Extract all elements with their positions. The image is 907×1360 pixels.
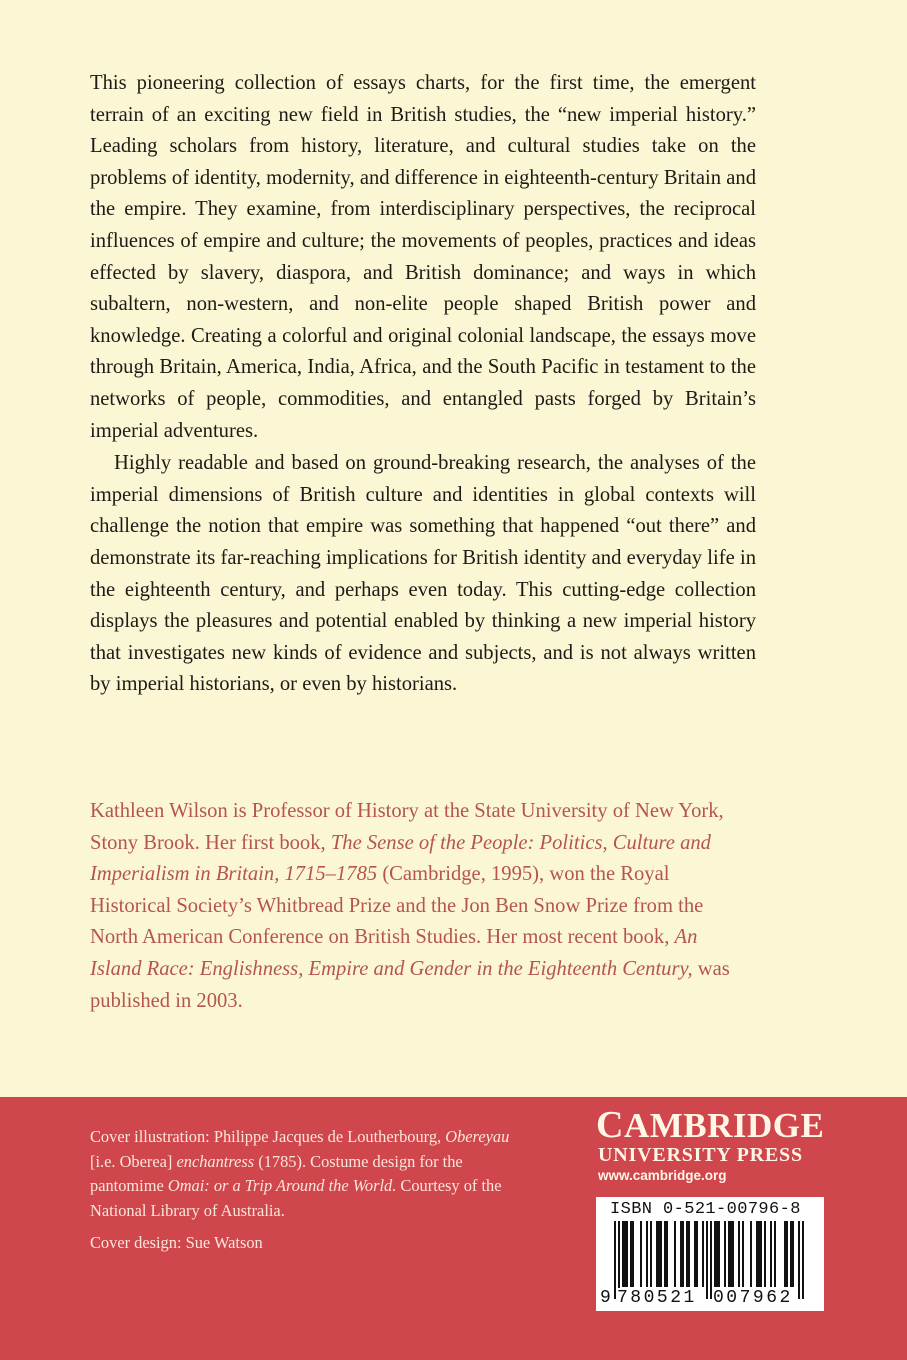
barcode-bar [702,1221,704,1287]
barcode-bar [728,1221,730,1287]
artwork-title: Obereyau [445,1127,510,1146]
isbn-barcode [596,1197,824,1311]
footer-band [0,1097,907,1360]
description-paragraph-2: Highly readable and based on ground-breaking research, the analyses of the imperial dimensions of British culture and identities in global contexts will challenge the notion that empire was something that happened “out there” and demonstrate its far-reaching implications for British identity and everyday life in the eighteenth century, and perhaps even today. This cutting-edge collection displays the pleasures and potential enabled by thinking a new imperial history that investigates new kinds of evidence and subjects, and is not always written by imperial historians, or even by historians. [90,452,756,696]
ean-right-digits: 007962 [713,1288,793,1308]
barcode-bar [660,1221,662,1287]
bio-first-book-details: (Cambridge, 1995), won the Royal Historical Society’s Whitbread Prize and the Jon Ben Snow Prize from the North American Conference on British Studies. Her most recent book, [90,863,704,949]
pantomime-title: Omai: or a Trip Around the World. [167,1176,397,1195]
barcode-bar [658,1221,660,1287]
barcode-bar [646,1221,648,1287]
barcode-bar [640,1221,642,1287]
bio-closing: was published in 2003. [90,957,730,1012]
barcode-bar [718,1221,720,1287]
ean-left-digits: 780521 [617,1288,697,1308]
barcode-bar [682,1221,684,1287]
publisher-name [596,1104,828,1146]
artwork-year-description: (1785). Costume design for the pantomime [90,1151,463,1195]
ean-first-digit: 9 [600,1288,611,1308]
barcode-bar [786,1221,788,1287]
barcode-bar [650,1221,652,1287]
barcode-bar [694,1221,696,1287]
barcode-bar [724,1221,726,1287]
courtesy-line: Courtesy of the National Library of Australia. [90,1176,502,1220]
ean-digits [596,1288,824,1310]
barcode-bar [756,1221,758,1287]
cover-design-credit: Cover design: Sue Watson [90,1233,263,1252]
cover-credits [90,1125,530,1256]
barcode-bar [764,1221,766,1287]
barcode-bar [760,1221,762,1287]
barcode-bar [656,1221,658,1287]
barcode-bar [716,1221,718,1287]
description [90,68,756,701]
barcode-bar [686,1221,688,1287]
publisher-url: www.cambridge.org [598,1168,727,1183]
barcode-bar [626,1221,628,1287]
barcode-bar [622,1221,624,1287]
barcode-bar [774,1221,776,1287]
barcode-bar [696,1221,698,1287]
publisher-name-rest: AMBRIDGE [623,1106,825,1145]
barcode-bar [688,1221,690,1287]
barcode-bar [784,1221,786,1287]
publisher-subtitle: UNIVERSITY PRESS [598,1144,803,1166]
cover-illustration-credit [90,1125,530,1223]
barcode-bar [624,1221,626,1287]
barcode-bar [714,1221,716,1287]
barcode-bar [680,1221,682,1287]
barcode-bar [630,1221,632,1287]
first-book-title: The Sense of the People: Politics, Culture and Imperialism in Britain, 1715–1785 [90,831,711,886]
illustration-credit-prefix: Cover illustration: Philippe Jacques de Loutherbourg, [90,1127,442,1146]
barcode-bar [790,1221,792,1287]
author-bio-paragraph [90,796,754,1017]
publisher-logo [596,1104,828,1186]
barcode-bar [666,1221,668,1287]
bio-intro: Kathleen Wilson is Professor of History at the State University of New York, Stony Brook. Her first book, [90,800,724,854]
barcode-bar [730,1221,732,1287]
barcode-bar [674,1221,676,1287]
barcode-bar [770,1221,772,1287]
artwork-bracket-note: [i.e. Oberea] [90,1151,173,1171]
publisher-name-initial: C [596,1104,624,1146]
barcode-bar [758,1221,760,1287]
barcode-bar [750,1221,752,1287]
barcode-bar [738,1221,740,1287]
description-paragraph-1: This pioneering collection of essays charts, for the first time, the emergent terrain of an exciting new field in British studies, the “new imperial history.” Leading scholars from history, literature, and cultural studies take on the problems of identity, modernity, and difference in eighteenth-century Britain and the empire. They examine, from interdisciplinary perspectives, the reciprocal influences of empire and culture; the movements of peoples, practices and ideas effected by slavery, diaspora, and British dominance; and ways in which subaltern, non-western, and non-elite people shaped British power and knowledge. Creating a colorful and original colonial landscape, the essays move through Britain, America, India, Africa, and the South Pacific in testament to the networks of people, commodities, and entangled pasts forged by Britain’s imperial adventures. [90,72,756,442]
isbn-label: ISBN 0-521-00796-8 [610,1200,801,1219]
barcode-bar [732,1221,734,1287]
barcode-bar [632,1221,634,1287]
barcode-bar [792,1221,794,1287]
barcode-bar [742,1221,744,1287]
artwork-title-subtitle: enchantress [176,1151,255,1171]
author-bio [90,796,754,1017]
recent-book-title: An Island Race: Englishness, Empire and Gender in the Eighteenth Century, [90,926,698,980]
barcode-bar [664,1221,666,1287]
